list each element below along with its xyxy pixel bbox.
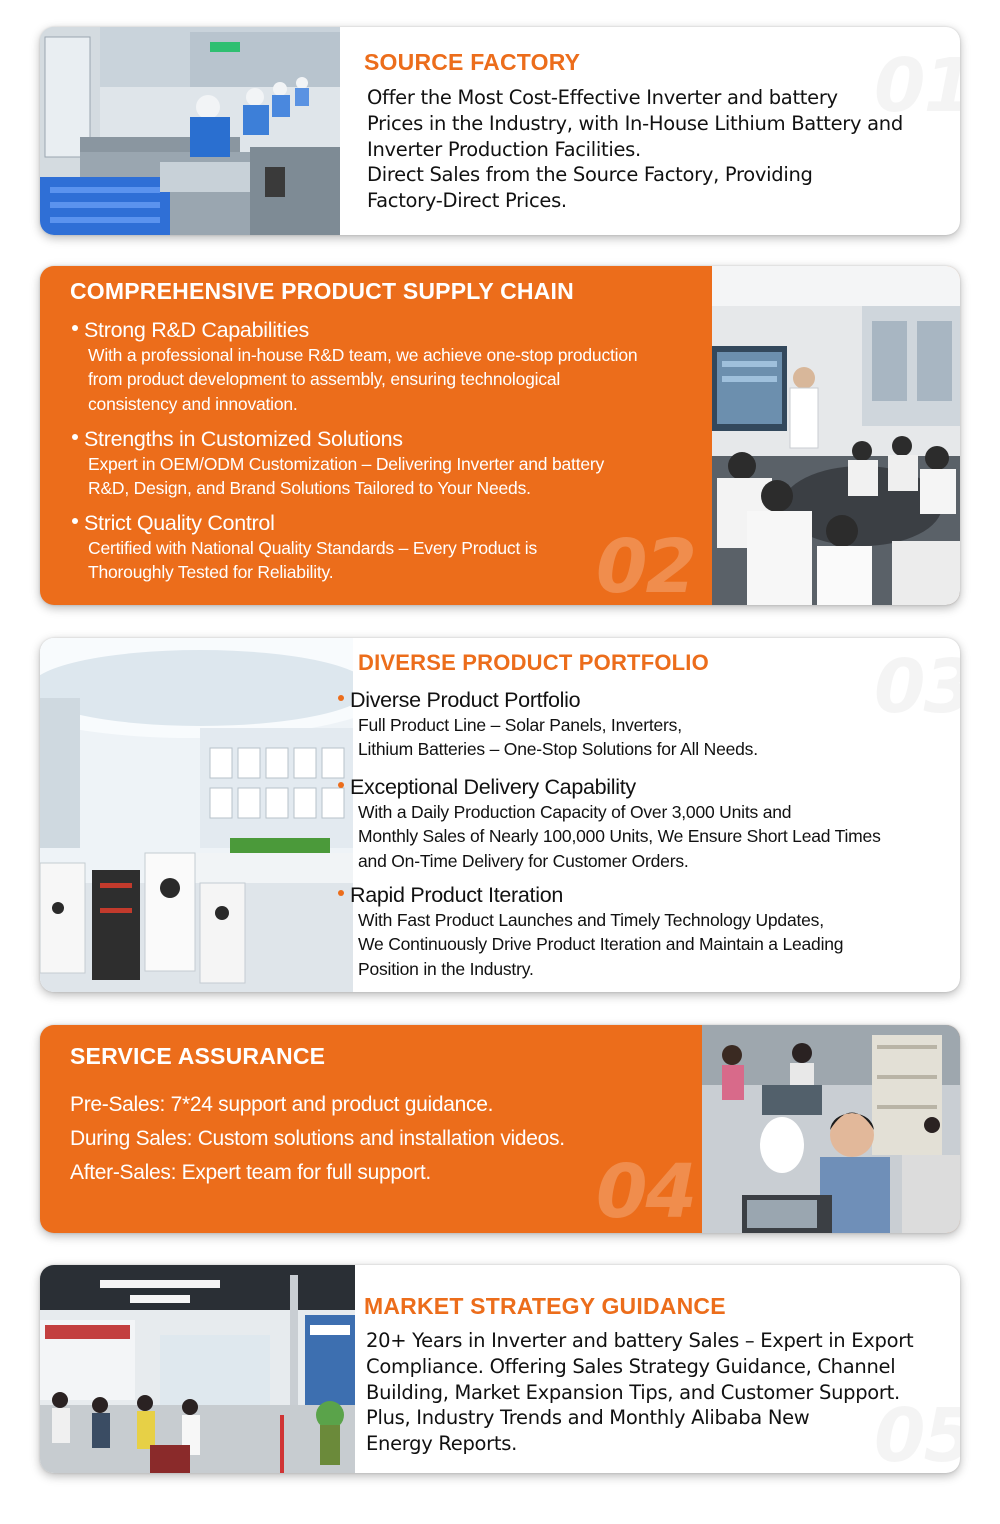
- service-line: During Sales: Custom solutions and installation videos.: [70, 1127, 565, 1150]
- list-item: [338, 775, 948, 873]
- section-supply-chain: [40, 266, 960, 605]
- section-title: SERVICE ASSURANCE: [70, 1043, 326, 1069]
- section-product-portfolio: [40, 638, 960, 992]
- item-body: With a professional in-house R&D team, we achieve one-stop production from product development to assembly, ensuring technological consistency and innovation.: [88, 345, 638, 414]
- section-market-strategy: [40, 1265, 960, 1473]
- bullet-icon: [338, 890, 344, 896]
- item-heading: Strengths in Customized Solutions: [84, 427, 403, 451]
- section-title: SOURCE FACTORY: [364, 49, 581, 75]
- item-heading: Diverse Product Portfolio: [350, 688, 581, 712]
- service-line: Pre-Sales: 7*24 support and product guidance.: [70, 1093, 494, 1116]
- list-item: [72, 511, 712, 585]
- list-item: [72, 427, 712, 501]
- item-heading: Strong R&D Capabilities: [84, 318, 309, 342]
- list-item: [72, 318, 712, 416]
- item-heading: Strict Quality Control: [84, 511, 275, 535]
- service-line: After-Sales: Expert team for full support.: [70, 1161, 431, 1184]
- item-heading: Exceptional Delivery Capability: [350, 775, 636, 799]
- item-body: Expert in OEM/ODM Customization – Delivering Inverter and battery R&D, Design, and Brand Solutions Tailored to Your Needs.: [88, 454, 605, 499]
- section-description: 20+ Years in Inverter and battery Sales – Expert in Export Compliance. Offering Sales Strategy Guidance, Channel Building, Market Expansion Tips, and Customer Support. Plus, Industry Trends and Monthly Alibaba New Energy Reports.: [366, 1329, 914, 1456]
- bullet-icon: [338, 695, 344, 701]
- section-title: COMPREHENSIVE PRODUCT SUPPLY CHAIN: [70, 278, 574, 304]
- list-item: [338, 688, 948, 762]
- section-title: MARKET STRATEGY GUIDANCE: [364, 1293, 726, 1319]
- item-body: Certified with National Quality Standards – Every Product is Thoroughly Tested for Reliability.: [88, 538, 538, 583]
- bullet-icon: [338, 782, 344, 788]
- product-showroom-photo: [40, 638, 353, 992]
- item-body: With a Daily Production Capacity of Over 3,000 Units and Monthly Sales of Nearly 100,000 Units, We Ensure Short Lead Times and On-Time Delivery for Customer Orders.: [358, 802, 881, 871]
- item-body: With Fast Product Launches and Timely Technology Updates, We Continuously Drive Product Iteration and Maintain a Leading Position in the Industry.: [358, 910, 844, 979]
- rd-meeting-room-photo: [712, 266, 960, 605]
- item-heading: Rapid Product Iteration: [350, 883, 564, 907]
- item-body: Full Product Line – Solar Panels, Inverters, Lithium Batteries – One-Stop Solutions for All Needs.: [358, 715, 758, 760]
- section-description: Offer the Most Cost-Effective Inverter and battery Prices in the Industry, with In-House Lithium Battery and Inverter Production Facilities. Direct Sales from the Source Factory, Providing Factory-Direct Prices.: [367, 86, 903, 213]
- factory-assembly-line-photo: [40, 27, 340, 235]
- list-item: [338, 883, 948, 981]
- customer-service-office-photo: [702, 1025, 960, 1233]
- section-number: 02: [596, 524, 695, 605]
- bullet-icon: [72, 434, 78, 440]
- bullet-icon: [72, 325, 78, 331]
- bullet-icon: [72, 518, 78, 524]
- section-number: 04: [596, 1149, 695, 1233]
- trade-exhibition-booth-photo: [40, 1265, 355, 1473]
- section-source-factory: [40, 27, 960, 235]
- section-title: DIVERSE PRODUCT PORTFOLIO: [358, 650, 709, 675]
- section-service-assurance: [40, 1025, 960, 1233]
